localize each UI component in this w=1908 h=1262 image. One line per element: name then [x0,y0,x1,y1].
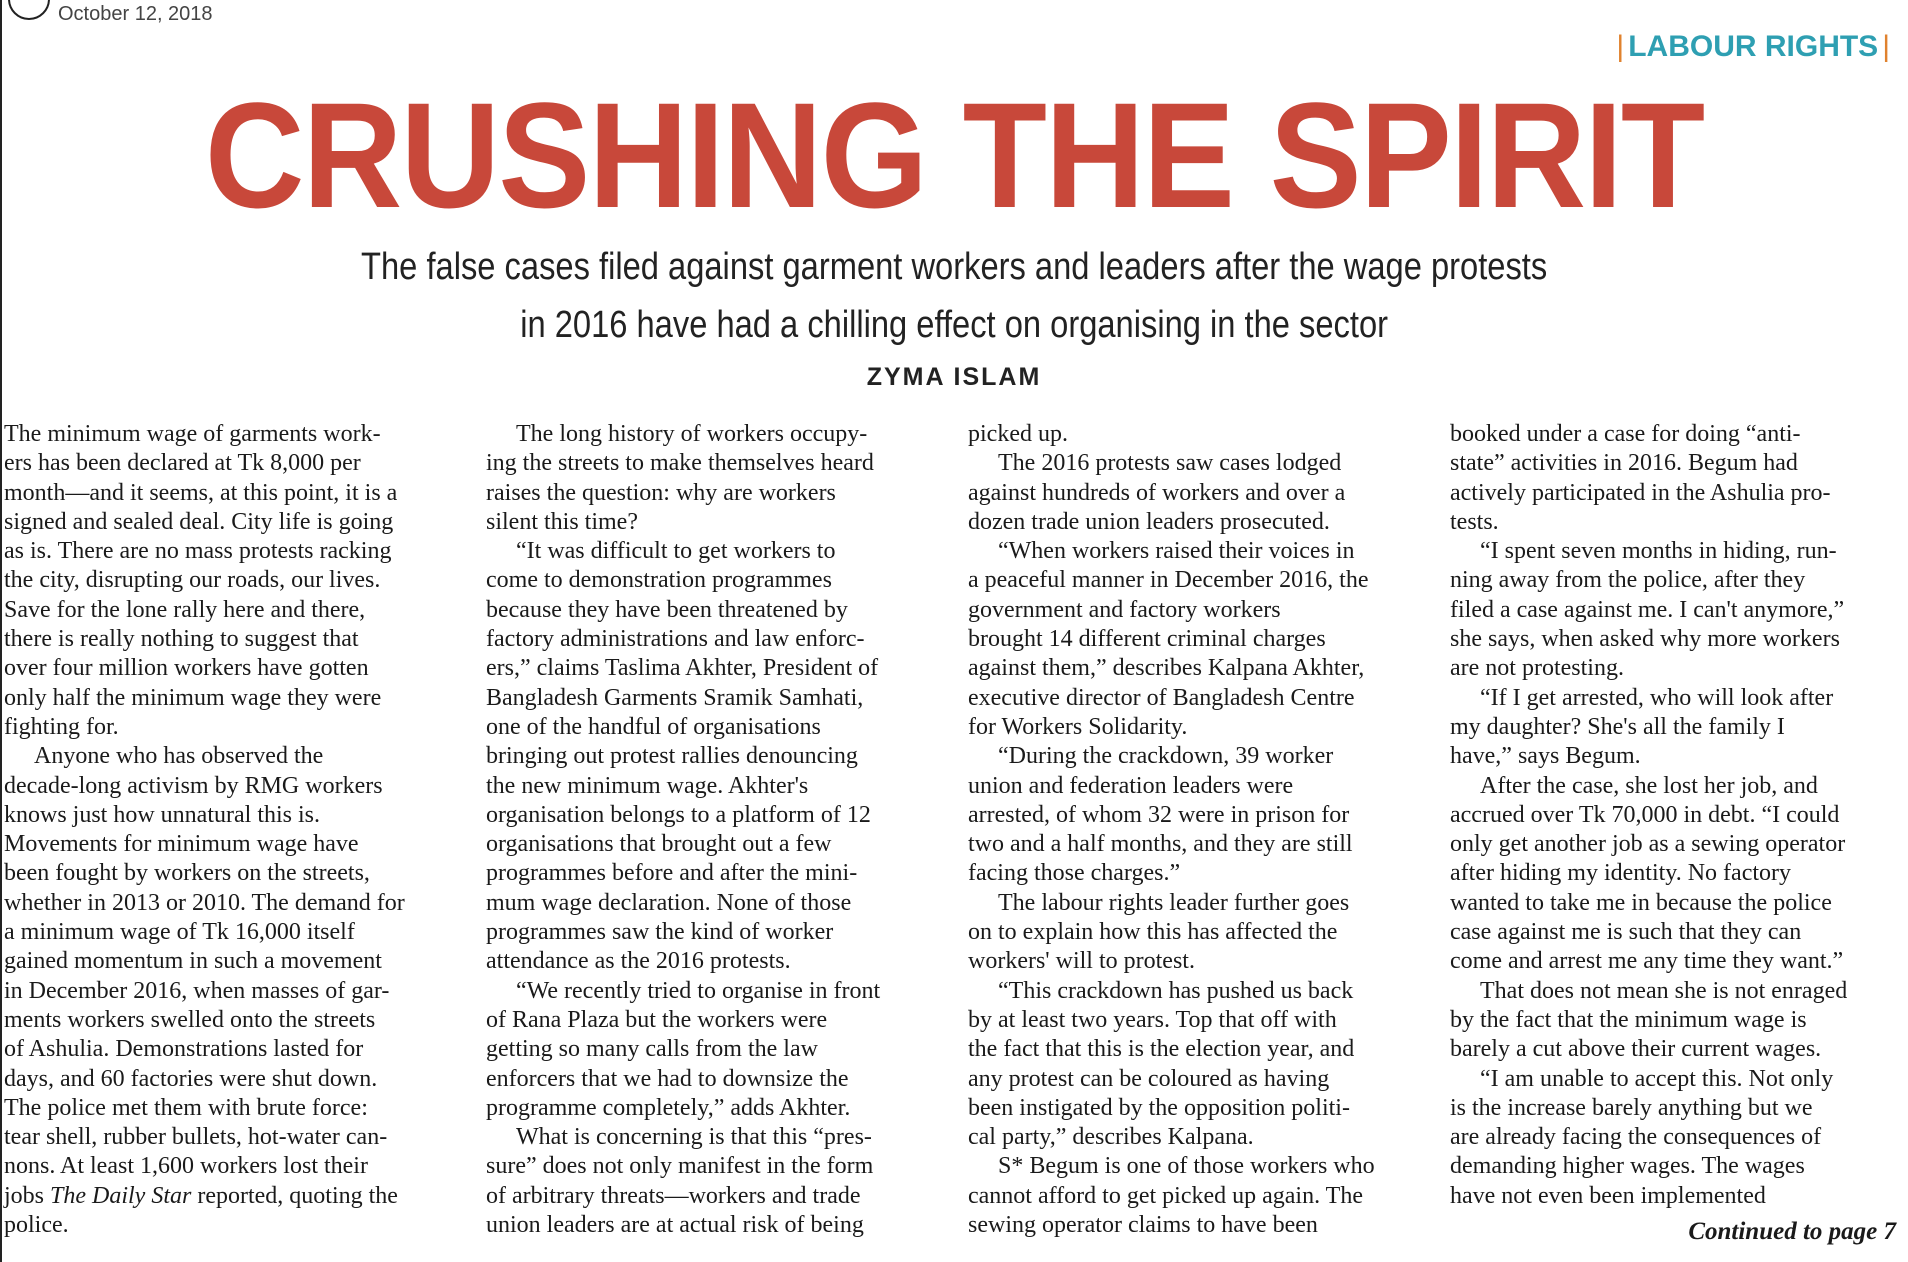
deck-line-1: The false cases filed against garment workers and leaders after the wage protests [361,246,1548,288]
section-label [1612,30,1894,64]
article-paragraph: “It was difficult to get workers to come to demonstration programmes because they have been threatened by factory administrations and law enforc- ers,” claims Taslima Akhter, President of Bangladesh Garments Sramik Samhati, one of the handful of organisations bringing out protest rallies denouncing the new minimum wage. Akhter's organisation belongs to a platform of 12 organisations that brought out a few programmes before and after the mini- mum wage declaration. None of those programmes saw the kind of worker attendance as the 2016 protests. [486,538,879,975]
article-paragraph: “When workers raised their voices in a peaceful manner in December 2016, the government and factory workers brought 14 different criminal charges against them,” describes Kalpana Akhter, executive director of Bangladesh Centre for Workers Solidarity. [968,538,1369,740]
deck-line-2: in 2016 have had a chilling effect on organising in the sector [520,304,1389,346]
article-paragraph: After the case, she lost her job, and accrued over Tk 70,000 in debt. “I could only get another job as a sewing operator after hiding my identity. No factory wanted to take me in because the police case against me is such that they can come and arrest me any time they want.” [1450,772,1846,975]
deck [134,238,1775,354]
article-paragraph: The long history of workers occupy- ing the streets to make themselves heard raises the question: why are workers silent this time? [486,421,874,535]
section-bar-right: | [1882,30,1890,63]
article-paragraph: “During the crackdown, 39 worker union and federation leaders were arrested, of whom 32 were in prison for two and a half months, and they are still facing those charges.” [968,743,1353,887]
article-paragraph: What is concerning is that this “pres- sure” does not only manifest in the form of arbitrary threats—workers and trade union leaders are at actual risk of being [486,1124,874,1239]
page-corner-circle [8,0,50,20]
issue-date: October 12, 2018 [58,3,213,25]
article-paragraph: The labour rights leader further goes on to explain how this has affected the workers' will to protest. [968,889,1350,975]
article-paragraph: That does not mean she is not enraged by the fact that the minimum wage is barely a cut above their current wages. [1450,977,1848,1063]
article-column-1 [4,420,449,1240]
article-paragraph: “This crackdown has pushed us back by at least two years. Top that off with the fact that this is the election year, and any protest can be coloured as having been instigated by the opposition politi- cal party,” describes Kalpana. [968,977,1355,1151]
page-left-border [0,0,2,1262]
article-column-2 [486,420,931,1240]
article-paragraph: Anyone who has observed the decade-long activism by RMG workers knows just how unnatural this is. Movements for minimum wage have been fought by workers on the streets, whether in 2013 or 2010. The demand for a minimum wage of Tk 16,000 itself gained momentum in such a movement in December 2016, when masses of gar- ments workers swelled onto the streets of Ashulia. Demonstrations lasted for days, and 60 factories were shut down. The police met them with brute force: tear shell, rubber bullets, hot-water can- nons. At least 1,600 workers lost their jobs The Daily Star reported, quoting the police. [4,743,405,1239]
byline: ZYMA ISLAM [866,363,1042,391]
article-paragraph: The minimum wage of garments work- ers has been declared at Tk 8,000 per month—and it seems, at this point, it is a signed and sealed deal. City life is going as is. There are no mass protests racking the city, disrupting our roads, our lives. Save for the lone rally here and there, there is really nothing to suggest that over four million workers have gotten only half the minimum wage they were fighting for. [4,421,398,740]
continued-link[interactable]: Continued to page 7 [1688,1218,1896,1245]
section-label-text: LABOUR RIGHTS [1628,30,1879,63]
article-paragraph: “I am unable to accept this. Not only is the increase barely anything but we are already facing the consequences of demanding higher wages. The wages have not even been implemented [1450,1065,1834,1209]
section-bar-left: | [1616,30,1625,63]
article-paragraph: “We recently tried to organise in front of Rana Plaza but the workers were getting so many calls from the law enforcers that we had to downsize the programme completely,” adds Akhter. [486,977,881,1121]
article-paragraph: The 2016 protests saw cases lodged against hundreds of workers and over a dozen trade union leaders prosecuted. [968,450,1346,535]
article-paragraph: “If I get arrested, who will look after my daughter? She's all the family I have,” says Begum. [1450,684,1834,770]
article-paragraph: picked up. [968,421,1068,447]
article-paragraph: “I spent seven months in hiding, run- ning away from the police, after they filed a case against me. I can't anymore,” she says, when asked why more workers are not protesting. [1450,538,1845,682]
article-column-3 [968,420,1413,1240]
article-paragraph: booked under a case for doing “anti- state” activities in 2016. Begum had actively participated in the Ashulia pro- tests. [1450,421,1831,535]
article-column-4 [1450,420,1895,1211]
article-paragraph: S* Begum is one of those workers who cannot afford to get picked up again. The sewing operator claims to have been [968,1153,1375,1239]
headline: CRUSHING THE SPIRIT [204,71,1704,239]
